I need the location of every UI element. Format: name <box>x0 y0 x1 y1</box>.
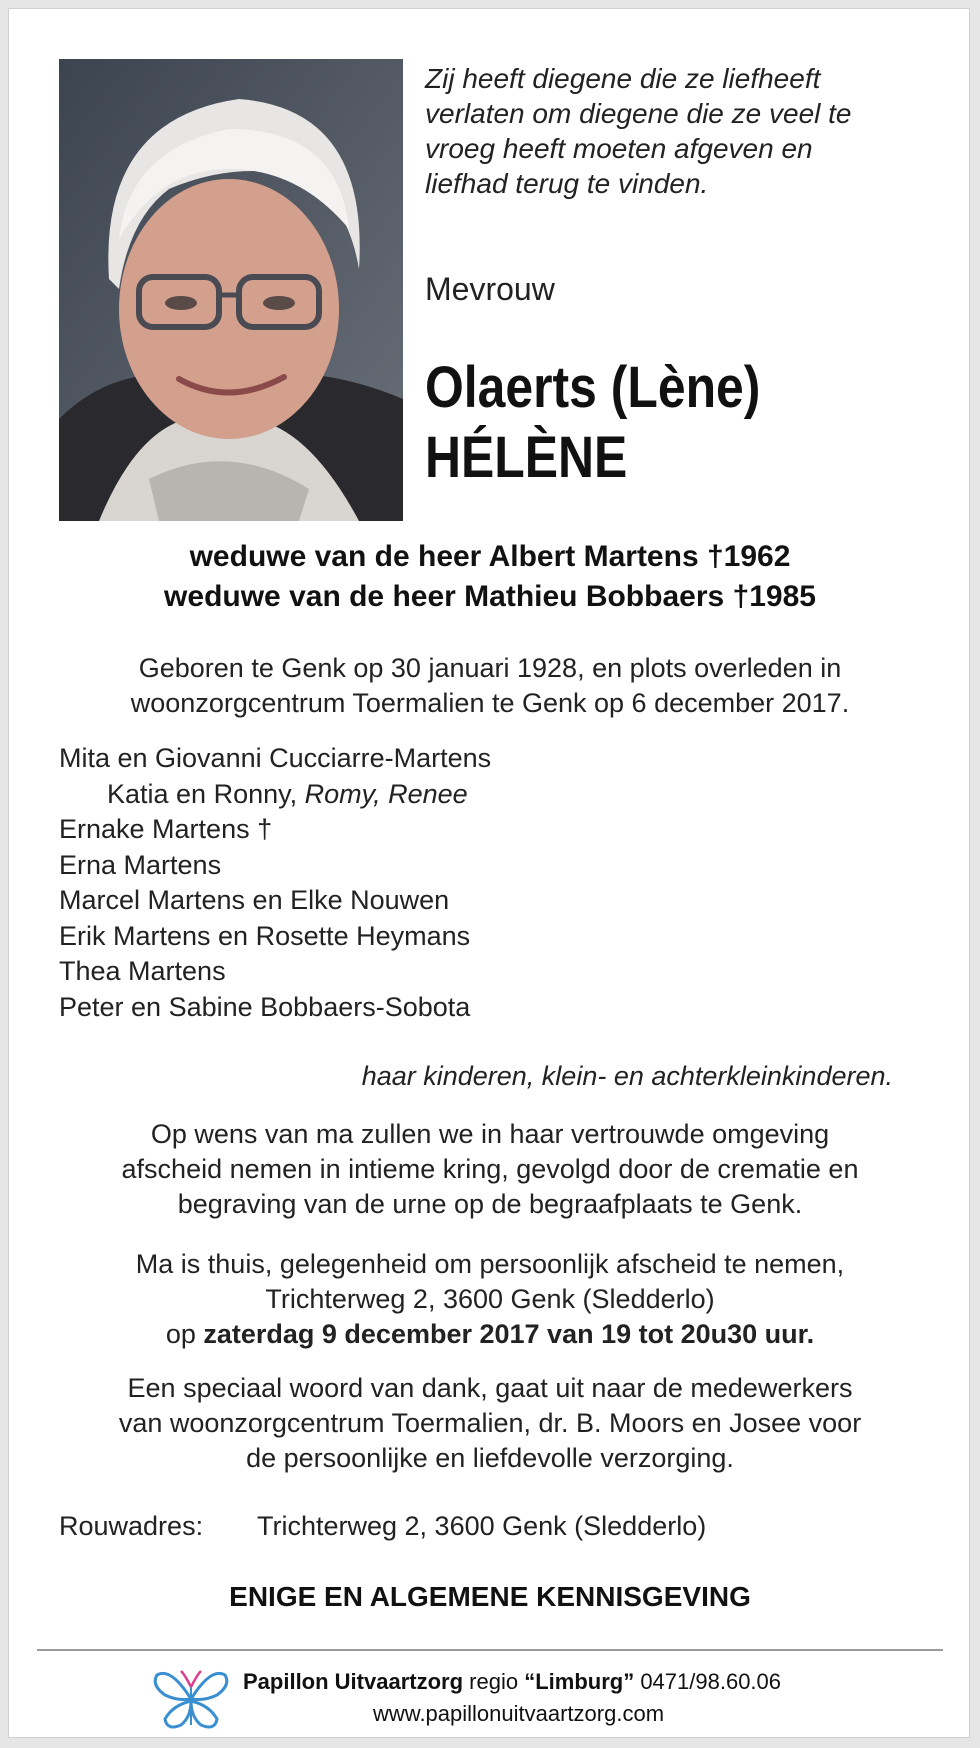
company-website[interactable]: www.papillonuitvaartzorg.com <box>373 1701 665 1726</box>
notice-heading: ENIGE EN ALGEMENE KENNISGEVING <box>229 1581 751 1612</box>
birth-line: Geboren te Genk op 30 januari 1928, en plots overleden in <box>138 653 842 683</box>
mourning-address <box>59 1511 706 1542</box>
portrait-photo <box>59 59 403 521</box>
widow-line: weduwe van de heer Mathieu Bobbaers †1985 <box>164 580 816 613</box>
family-member <box>59 777 491 813</box>
footer-divider <box>37 1649 943 1651</box>
regio-word: regio <box>463 1669 525 1694</box>
visitation-date-bold: zaterdag 9 december 2017 van 19 tot 20u30 uur. <box>203 1319 815 1349</box>
name-firstname: HÉLÈNE <box>425 425 628 490</box>
thanks-line: de persoonlijke en liefdevolle verzorging. <box>246 1443 734 1473</box>
birth-death-info <box>9 651 971 721</box>
visitation-date <box>9 1317 971 1352</box>
family-member: Erna Martens <box>59 849 222 880</box>
wish-line: begraving van de urne op de begraafplaats te Genk. <box>177 1189 803 1219</box>
wish-line: Op wens van ma zullen we in haar vertrouwde omgeving <box>150 1119 830 1149</box>
farewell-wish <box>9 1117 971 1222</box>
family-member: Thea Martens <box>59 956 226 986</box>
family-member-text: Katia en Ronny, <box>107 778 305 809</box>
company-phone: 0471/98.60.06 <box>634 1669 782 1694</box>
funeral-company <box>243 1669 781 1695</box>
obituary-card <box>8 8 970 1738</box>
mourning-address-label: Rouwadres: <box>59 1511 204 1541</box>
poem-line: liefhad terug te vinden. <box>425 168 709 199</box>
widow-line: weduwe van de heer Albert Martens †1962 <box>189 540 791 573</box>
visitation-line: Ma is thuis, gelegenheid om persoonlijk afscheid te nemen, <box>135 1249 845 1279</box>
poem-line: verlaten om diegene die ze veel te <box>425 98 852 129</box>
poem-line: vroeg heeft moeten afgeven en <box>425 133 813 164</box>
name-surname: Olaerts (Lène) <box>425 355 761 420</box>
wish-line: afscheid nemen in intieme kring, gevolgd door de crematie en <box>121 1154 859 1184</box>
regio-name: “Limburg” <box>524 1669 635 1694</box>
grandchildren-names: Romy, Renee <box>304 778 468 809</box>
visitation-info <box>9 1247 971 1352</box>
family-member: Mita en Giovanni Cucciarre-Martens <box>59 743 492 773</box>
family-member: Marcel Martens en Elke Nouwen <box>59 885 450 915</box>
family-relation: haar kinderen, klein- en achterkleinkinderen. <box>361 1061 893 1091</box>
honorific: Mevrouw <box>425 271 555 307</box>
poem-line: Zij heeft diegene die ze liefheeft <box>425 63 821 94</box>
family-list <box>59 741 491 1025</box>
visitation-date-prefix: op <box>165 1319 204 1349</box>
thanks-line: van woonzorgcentrum Toermalien, dr. B. Moors en Josee voor <box>118 1408 862 1438</box>
visitation-address: Trichterweg 2, 3600 Genk (Sledderlo) <box>265 1284 715 1314</box>
family-member: Peter en Sabine Bobbaers-Sobota <box>59 991 471 1022</box>
portrait-illustration <box>59 59 403 521</box>
company-name: Papillon Uitvaartzorg <box>243 1669 464 1694</box>
deceased-name <box>425 353 760 493</box>
widow-lines <box>9 537 971 617</box>
family-member: Ernake Martens † <box>59 814 273 844</box>
mourning-address-value: Trichterweg 2, 3600 Genk (Sledderlo) <box>257 1511 707 1541</box>
family-member: Erik Martens en Rosette Heymans <box>59 920 471 951</box>
birth-line: woonzorgcentrum Toermalien te Genk op 6 december 2017. <box>130 688 850 718</box>
butterfly-logo-icon <box>151 1665 231 1733</box>
poem <box>425 61 925 201</box>
thanks-message <box>9 1371 971 1476</box>
thanks-line: Een speciaal woord van dank, gaat uit naar de medewerkers <box>127 1373 853 1403</box>
